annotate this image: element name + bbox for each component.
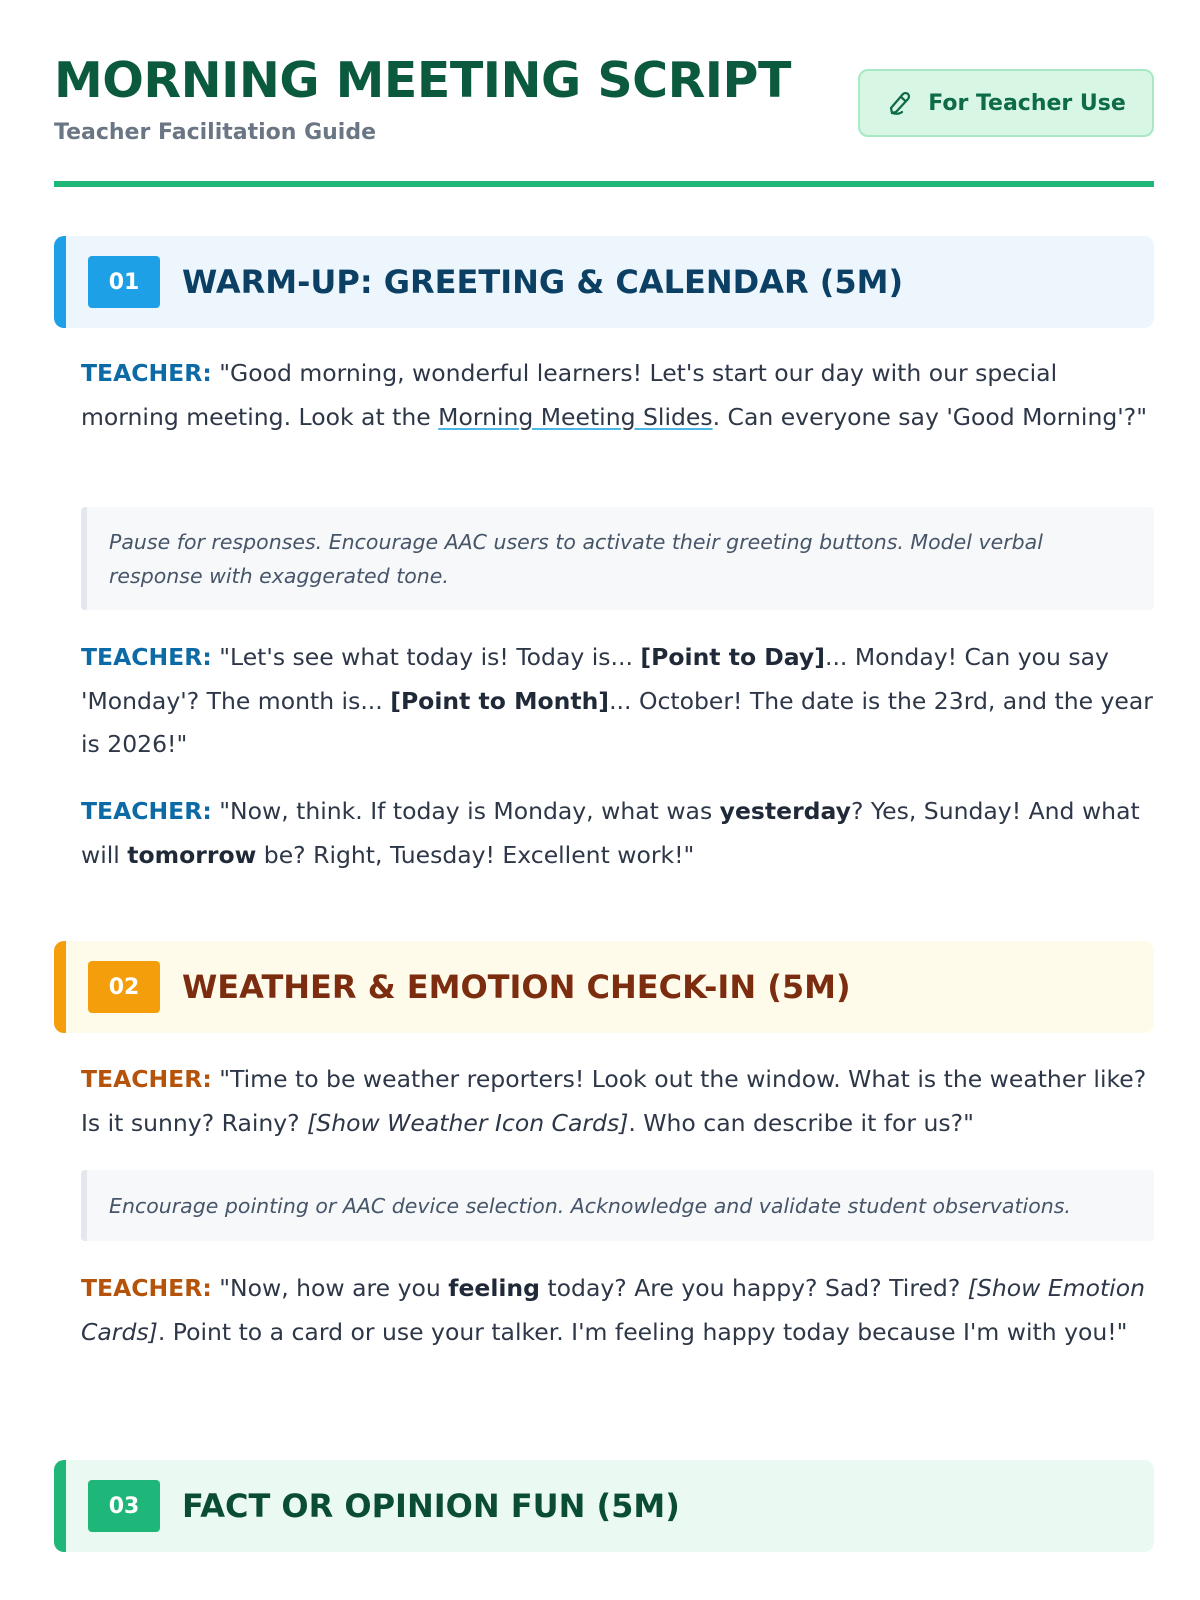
script-text: ... Monday! Can you say 'Monday'? The month is... xyxy=(81,643,1109,715)
script-line xyxy=(81,636,1154,767)
script-text: today? Are you happy? Sad? Tired? xyxy=(539,1274,968,1302)
stage-cue: [Point to Month] xyxy=(390,686,610,715)
script-line xyxy=(81,1267,1154,1354)
speaker-label: TEACHER: xyxy=(81,643,212,671)
speaker-label: TEACHER: xyxy=(81,1274,212,1302)
note-text: Pause for responses. Encourage AAC users to activate their greeting buttons. Model verbal response with exaggerated tone. xyxy=(109,529,1043,588)
section-number: 01 xyxy=(88,256,160,308)
section-header-weather-emotion xyxy=(54,941,1154,1033)
facilitation-note xyxy=(81,1170,1154,1241)
script-line xyxy=(81,790,1154,877)
morning-meeting-slides-link[interactable]: Morning Meeting Slides xyxy=(438,402,713,431)
speaker-label: TEACHER: xyxy=(81,1065,212,1093)
stage-cue: [Show Emotion Cards] xyxy=(81,1274,1145,1346)
script-text: ... October! The date is the 23rd, and the year is 2026!" xyxy=(81,686,1153,759)
script-text: "Let's see what today is! Today is... xyxy=(211,643,641,671)
pen-icon xyxy=(886,89,914,117)
page-header xyxy=(54,0,1154,188)
section-number: 03 xyxy=(88,1480,160,1532)
section-header-fact-opinion xyxy=(54,1460,1154,1552)
facilitation-note xyxy=(81,507,1154,610)
teacher-use-badge[interactable] xyxy=(858,69,1154,137)
script-text: . Point to a card or use your talker. I'm feeling happy today because I'm with you!" xyxy=(157,1317,1128,1346)
script-line xyxy=(81,1058,1154,1145)
section-number: 02 xyxy=(88,961,160,1013)
badge-label: For Teacher Use xyxy=(928,90,1126,116)
page-title: MORNING MEETING SCRIPT xyxy=(54,52,791,109)
emphasis: tomorrow xyxy=(127,840,257,869)
emphasis: feeling xyxy=(448,1274,540,1302)
script-text: . Who can describe it for us?" xyxy=(628,1108,974,1137)
script-text: be? Right, Tuesday! Excellent work!" xyxy=(256,840,695,869)
speaker-label: TEACHER: xyxy=(81,359,212,387)
stage-cue: [Show Weather Icon Cards] xyxy=(307,1108,629,1137)
page-subtitle: Teacher Facilitation Guide xyxy=(54,120,377,145)
script-text: ? Yes, Sunday! And what will xyxy=(81,797,1140,869)
script-text: . Can everyone say 'Good Morning'?" xyxy=(712,402,1148,431)
script-line xyxy=(81,352,1154,439)
section-title: WARM-UP: GREETING & CALENDAR (5M) xyxy=(182,263,904,301)
script-text: "Time to be weather reporters! Look out the window. What is the weather like? Is it sunny? Rainy? xyxy=(81,1065,1147,1137)
note-text: Encourage pointing or AAC device selection. Acknowledge and validate student observations. xyxy=(109,1193,1071,1218)
script-text: "Now, how are you xyxy=(211,1274,449,1302)
script-page xyxy=(54,0,1154,1525)
script-text: "Now, think. If today is Monday, what was xyxy=(211,797,720,825)
stage-cue: [Point to Day] xyxy=(640,643,825,671)
script-text: "Good morning, wonderful learners! Let's start our day with our special morning meeting. Look at the xyxy=(81,359,1058,431)
section-header-warm-up xyxy=(54,236,1154,328)
emphasis: yesterday xyxy=(719,797,851,825)
speaker-label: TEACHER: xyxy=(81,797,212,825)
header-divider xyxy=(54,181,1154,187)
section-title: FACT OR OPINION FUN (5M) xyxy=(182,1487,680,1525)
section-title: WEATHER & EMOTION CHECK-IN (5M) xyxy=(182,968,851,1006)
